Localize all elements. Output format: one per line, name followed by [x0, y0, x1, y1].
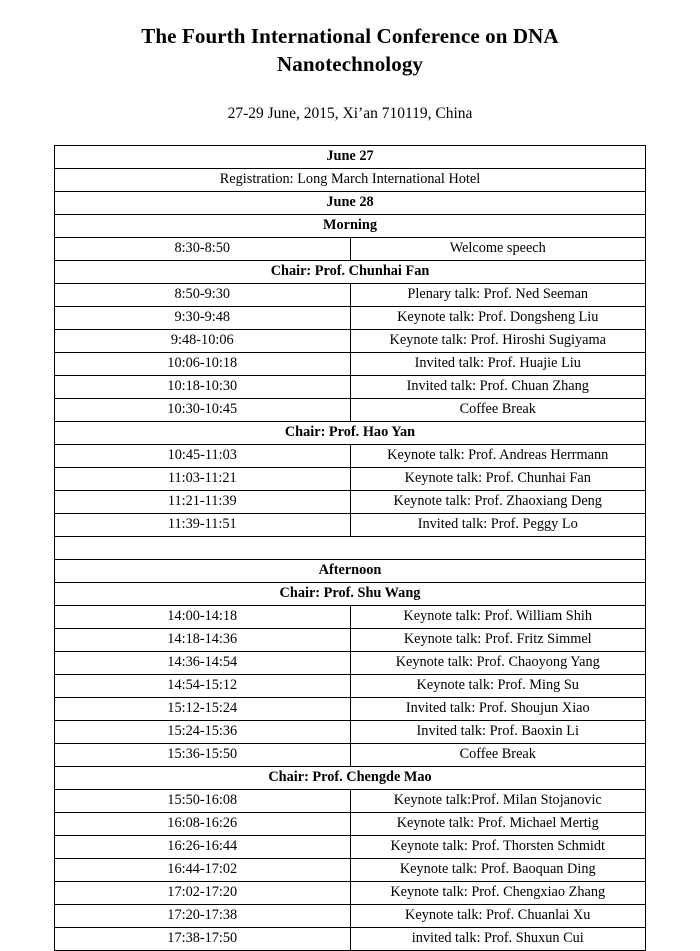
- table-row: [55, 467, 646, 490]
- table-row: [55, 881, 646, 904]
- schedule-desc-cell: Invited talk: Prof. Baoxin Li: [350, 720, 646, 743]
- schedule-desc-cell: Invited talk: Prof. Chuan Zhang: [350, 375, 646, 398]
- table-row: [55, 329, 646, 352]
- schedule-time-cell: 14:00-14:18: [55, 605, 351, 628]
- table-row: [55, 237, 646, 260]
- table-row: [55, 191, 646, 214]
- table-row: [55, 766, 646, 789]
- schedule-header-cell: June 28: [55, 191, 646, 214]
- table-row: [55, 168, 646, 191]
- table-row: [55, 582, 646, 605]
- table-row: [55, 490, 646, 513]
- schedule-header-cell: Chair: Prof. Chengde Mao: [55, 766, 646, 789]
- table-row: [55, 145, 646, 168]
- table-row: [55, 260, 646, 283]
- schedule-header-cell: Morning: [55, 214, 646, 237]
- schedule-time-cell: 8:50-9:30: [55, 283, 351, 306]
- table-row: [55, 559, 646, 582]
- schedule-desc-cell: Keynote talk: Prof. Ming Su: [350, 674, 646, 697]
- schedule-desc-cell: Keynote talk: Prof. Chunhai Fan: [350, 467, 646, 490]
- schedule-time-cell: 8:30-8:50: [55, 237, 351, 260]
- schedule-time-cell: 16:08-16:26: [55, 812, 351, 835]
- schedule-desc-cell: Keynote talk: Prof. Hiroshi Sugiyama: [350, 329, 646, 352]
- schedule-desc-cell: invited talk: Prof. Shuxun Cui: [350, 927, 646, 950]
- schedule-time-cell: 16:26-16:44: [55, 835, 351, 858]
- schedule-time-cell: 10:30-10:45: [55, 398, 351, 421]
- table-row: [55, 605, 646, 628]
- schedule-header-cell: Chair: Prof. Shu Wang: [55, 582, 646, 605]
- schedule-desc-cell: Plenary talk: Prof. Ned Seeman: [350, 283, 646, 306]
- schedule-time-cell: 14:18-14:36: [55, 628, 351, 651]
- table-row: [55, 789, 646, 812]
- schedule-desc-cell: Keynote talk: Prof. Thorsten Schmidt: [350, 835, 646, 858]
- table-row: [55, 306, 646, 329]
- schedule-desc-cell: Keynote talk: Prof. William Shih: [350, 605, 646, 628]
- table-row: [55, 651, 646, 674]
- schedule-desc-cell: Keynote talk: Prof. Chengxiao Zhang: [350, 881, 646, 904]
- schedule-table: [54, 145, 646, 951]
- schedule-header-cell: June 27: [55, 145, 646, 168]
- table-row: [55, 812, 646, 835]
- schedule-desc-cell: Coffee Break: [350, 398, 646, 421]
- page-subtitle: 27-29 June, 2015, Xi’an 710119, China: [227, 104, 473, 122]
- schedule-desc-cell: Invited talk: Prof. Huajie Liu: [350, 352, 646, 375]
- table-row: [55, 927, 646, 950]
- schedule-header-cell: Registration: Long March International Hotel: [55, 168, 646, 191]
- schedule-time-cell: 14:36-14:54: [55, 651, 351, 674]
- table-row: [55, 283, 646, 306]
- table-row: [55, 674, 646, 697]
- schedule-time-cell: 9:30-9:48: [55, 306, 351, 329]
- schedule-header-cell: Afternoon: [55, 559, 646, 582]
- table-row: [55, 444, 646, 467]
- schedule-desc-cell: Keynote talk:Prof. Milan Stojanovic: [350, 789, 646, 812]
- schedule-time-cell: 15:50-16:08: [55, 789, 351, 812]
- schedule-time-cell: 10:45-11:03: [55, 444, 351, 467]
- table-row: [55, 421, 646, 444]
- schedule-header-cell: Chair: Prof. Chunhai Fan: [55, 260, 646, 283]
- schedule-desc-cell: Invited talk: Prof. Shoujun Xiao: [350, 697, 646, 720]
- table-row: [55, 835, 646, 858]
- schedule-desc-cell: Keynote talk: Prof. Andreas Herrmann: [350, 444, 646, 467]
- schedule-table-body: [55, 145, 646, 950]
- table-row: [55, 352, 646, 375]
- schedule-header-cell: Chair: Prof. Hao Yan: [55, 421, 646, 444]
- table-row: [55, 697, 646, 720]
- schedule-time-cell: 17:02-17:20: [55, 881, 351, 904]
- schedule-desc-cell: Keynote talk: Prof. Chaoyong Yang: [350, 651, 646, 674]
- table-row: [55, 720, 646, 743]
- schedule-desc-cell: Coffee Break: [350, 743, 646, 766]
- schedule-desc-cell: Keynote talk: Prof. Baoquan Ding: [350, 858, 646, 881]
- schedule-desc-cell: Keynote talk: Prof. Michael Mertig: [350, 812, 646, 835]
- schedule-desc-cell: Invited talk: Prof. Peggy Lo: [350, 513, 646, 536]
- schedule-time-cell: 11:03-11:21: [55, 467, 351, 490]
- table-row: [55, 214, 646, 237]
- table-row: [55, 398, 646, 421]
- schedule-desc-cell: Welcome speech: [350, 237, 646, 260]
- table-row: [55, 858, 646, 881]
- table-row: [55, 375, 646, 398]
- table-row: [55, 628, 646, 651]
- table-row: [55, 536, 646, 559]
- schedule-time-cell: 9:48-10:06: [55, 329, 351, 352]
- schedule-desc-cell: Keynote talk: Prof. Zhaoxiang Deng: [350, 490, 646, 513]
- schedule-time-cell: 17:38-17:50: [55, 927, 351, 950]
- schedule-desc-cell: Keynote talk: Prof. Fritz Simmel: [350, 628, 646, 651]
- schedule-time-cell: 15:24-15:36: [55, 720, 351, 743]
- schedule-time-cell: 10:18-10:30: [55, 375, 351, 398]
- schedule-time-cell: 15:12-15:24: [55, 697, 351, 720]
- table-row: [55, 743, 646, 766]
- page-title: The Fourth International Conference on DNA Nanotechnology: [141, 24, 559, 77]
- schedule-time-cell: 14:54-15:12: [55, 674, 351, 697]
- schedule-time-cell: 11:21-11:39: [55, 490, 351, 513]
- schedule-desc-cell: Keynote talk: Prof. Dongsheng Liu: [350, 306, 646, 329]
- schedule-time-cell: 15:36-15:50: [55, 743, 351, 766]
- schedule-time-cell: 10:06-10:18: [55, 352, 351, 375]
- table-row: [55, 513, 646, 536]
- schedule-spacer-cell: [55, 536, 646, 559]
- schedule-time-cell: 17:20-17:38: [55, 904, 351, 927]
- schedule-time-cell: 16:44-17:02: [55, 858, 351, 881]
- schedule-desc-cell: Keynote talk: Prof. Chuanlai Xu: [350, 904, 646, 927]
- schedule-time-cell: 11:39-11:51: [55, 513, 351, 536]
